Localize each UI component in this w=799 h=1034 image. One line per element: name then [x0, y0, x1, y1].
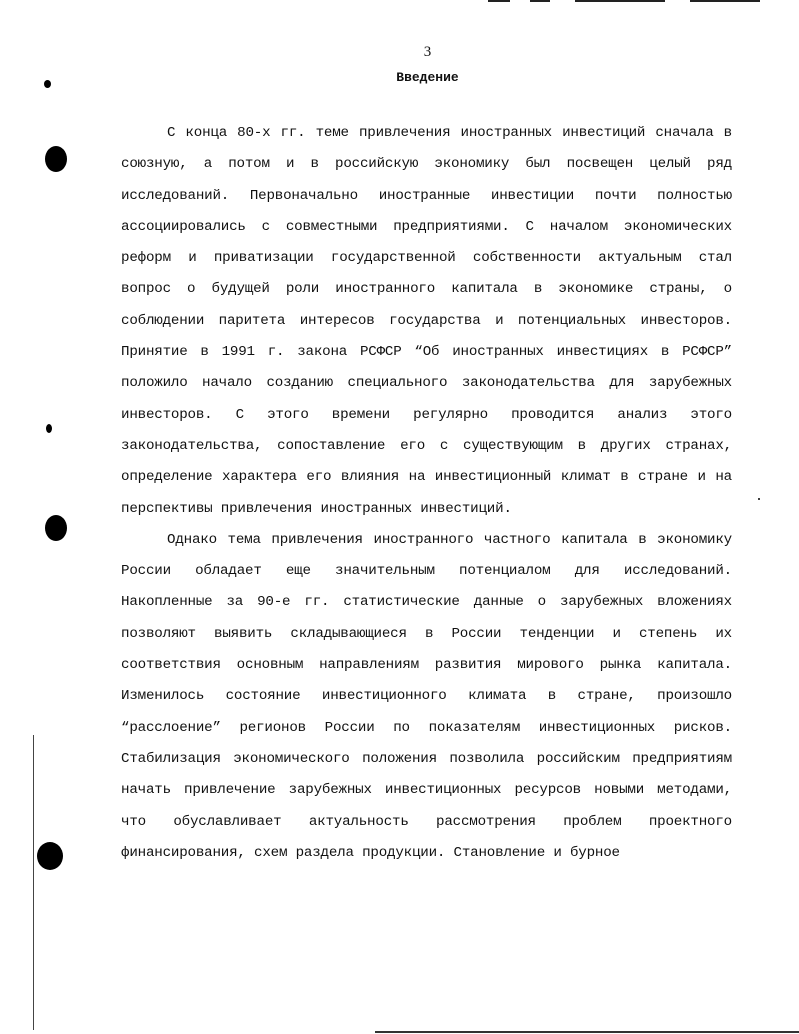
- scan-top-edge-mark: [690, 0, 760, 2]
- scan-speck: [758, 498, 760, 500]
- scan-margin-line: [33, 735, 34, 1030]
- page-number: 3: [423, 44, 432, 60]
- page-title: Введение: [396, 70, 459, 85]
- scan-top-edge-mark: [575, 0, 665, 2]
- punch-hole: [37, 842, 63, 870]
- scan-speck: [46, 424, 52, 433]
- punch-hole: [45, 146, 67, 172]
- scan-top-edge-mark: [530, 0, 550, 2]
- paragraph-1: С конца 80-х гг. теме привлечения иностранных инвестиций сначала в союзную, а потом и в российскую экономику был посвещен целый ряд исследований. Первоначально иностранные инвестиции почти полностью ассоциировались с совместными предприятиями. С началом экономических реформ и приватизации государственной собственности актуальным стал вопрос о будущей роли иностранного капитала в экономике страны, о соблюдении паритета интересов государства и потенциальных инвесторов. Принятие в 1991 г. закона РСФСР “Об иностранных инвестициях в РСФСР” положило начало созданию специального законодательства для зарубежных инвесторов. С этого времени регулярно проводится анализ этого законодательства, сопоставление его с существующим в других странах, определение характера его влияния на инвестиционный климат в стране и на перспективы привлечения иностранных инвестиций.: [121, 125, 732, 517]
- scan-bottom-edge-mark: [375, 1031, 799, 1033]
- document-body: [121, 118, 732, 869]
- punch-hole: [45, 515, 67, 541]
- paragraph-2: Однако тема привлечения иностранного частного капитала в экономику России обладает еще значительным потенциалом для исследований. Накопленные за 90-е гг. статистические данные о зарубежных вложениях позволяют выявить складывающиеся в России тенденции и степень их соответствия основным направлениям развития мирового рынка капитала. Изменилось состояние инвестиционного климата в стране, произошло “расслоение” регионов России по показателям инвестиционных рисков. Стабилизация экономического положения позволила российским предприятиям начать привлечение зарубежных инвестиционных ресурсов новыми методами, что обуславливает актуальность рассмотрения проблем проектного финансирования, схем раздела продукции. Становление и бурное: [121, 531, 732, 861]
- scan-top-edge-mark: [488, 0, 510, 2]
